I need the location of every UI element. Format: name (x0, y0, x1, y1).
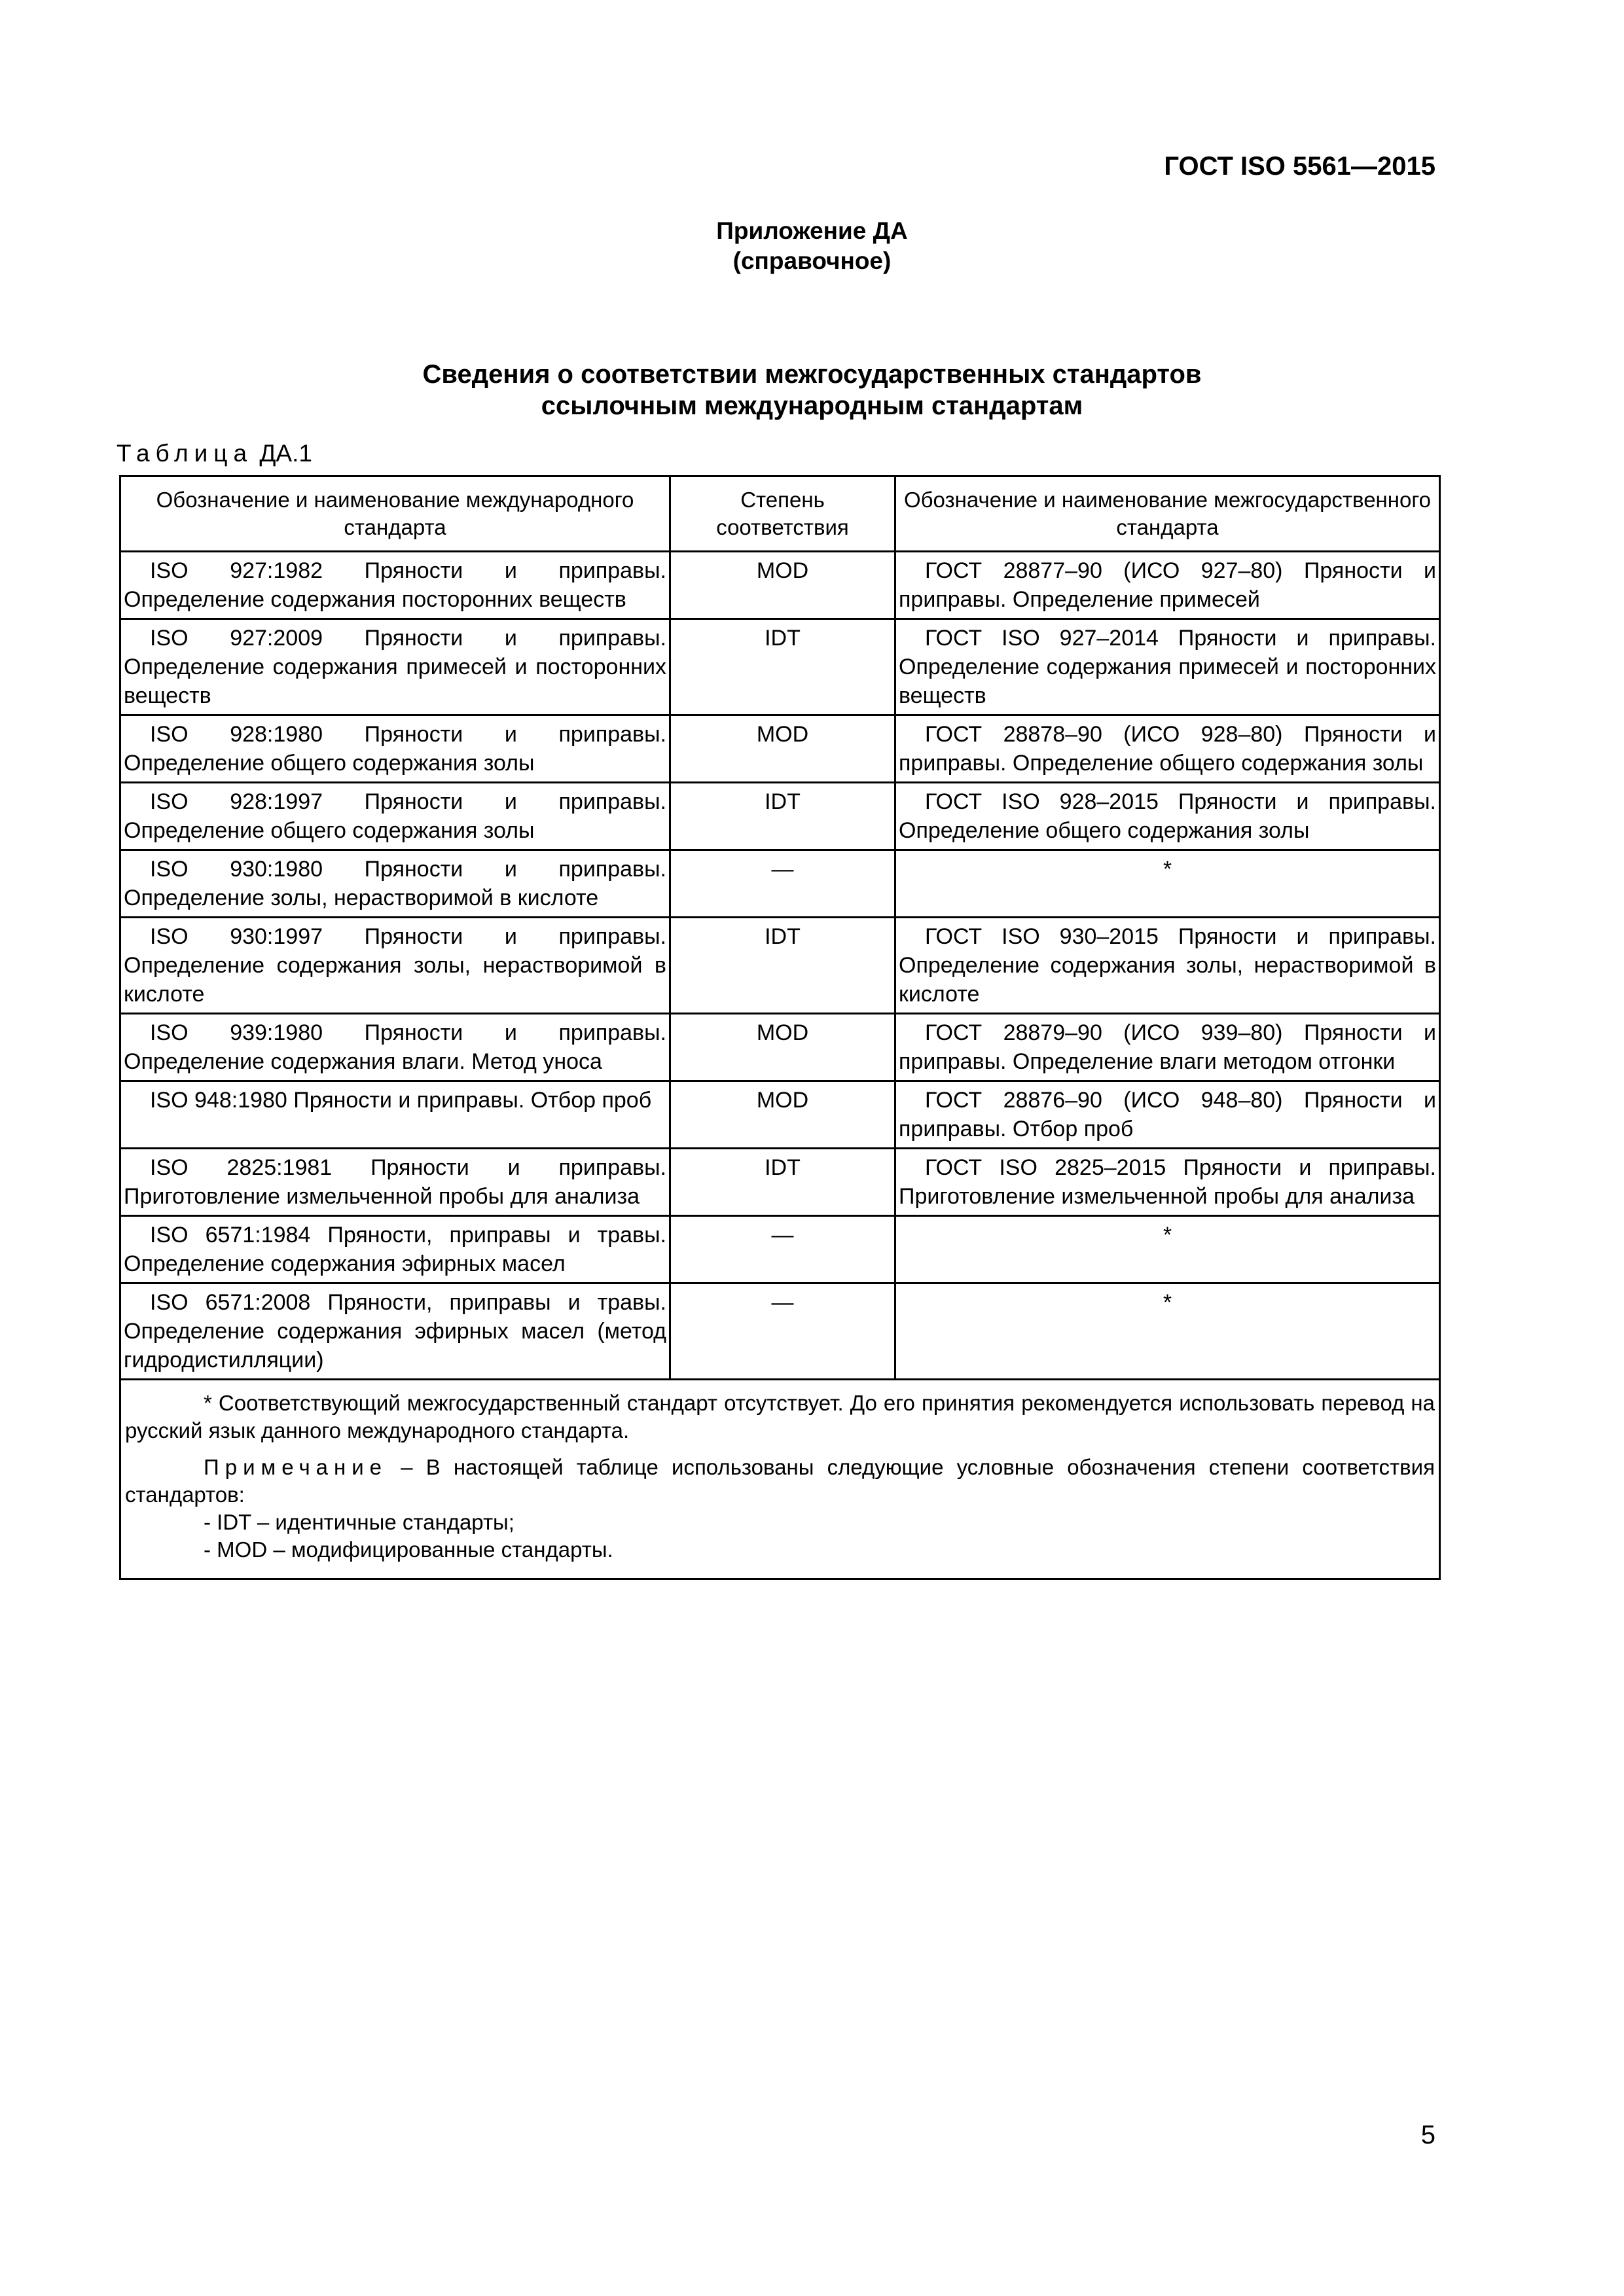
cell-international: ISO 930:1997 Пряности и приправы. Определение содержания золы, нерастворимой в кислоте (120, 918, 670, 1014)
table-footnote: * Соответствующий межгосударственный стандарт отсутствует. До его принятия рекомендуется использовать перевод на русский язык данного международного стандарта. (125, 1391, 1435, 1443)
table-notes-cell (120, 1380, 1440, 1579)
table-row (120, 783, 1440, 850)
annex-subtitle: (справочное) (732, 247, 892, 274)
cell-international: ISO 927:2009 Пряности и приправы. Определение содержания примесей и посторонних веществ (120, 619, 670, 715)
table-caption (117, 440, 312, 467)
cell-degree: — (670, 850, 895, 918)
table-row (120, 918, 1440, 1014)
correspondence-table (119, 475, 1441, 1580)
annex-heading (0, 216, 1624, 276)
cell-interstate: * (895, 850, 1440, 918)
cell-degree: IDT (670, 1149, 895, 1216)
cell-international: ISO 930:1980 Пряности и приправы. Определение золы, нерастворимой в кислоте (120, 850, 670, 918)
table-header-row (120, 476, 1440, 552)
table-caption-id: ДА.1 (259, 440, 312, 467)
table-caption-label: Таблица (117, 440, 253, 467)
note-text: – В настоящей таблице использованы следующие условные обозначения степени соответствия стандартов: (125, 1455, 1435, 1507)
note-label: Примечание (204, 1455, 388, 1479)
table-note (125, 1454, 1435, 1509)
table-row (120, 850, 1440, 918)
table-row (120, 715, 1440, 783)
section-title (0, 359, 1624, 422)
note-item-mod: - MOD – модифицированные стандарты. (204, 1537, 613, 1562)
header-international-standard: Обозначение и наименование международного стандарта (120, 476, 670, 552)
cell-interstate: ГОСТ 28877–90 (ИСО 927–80) Пряности и приправы. Определение примесей (895, 552, 1440, 619)
cell-degree: MOD (670, 552, 895, 619)
section-title-line-2: ссылочным международным стандартам (541, 391, 1083, 420)
cell-interstate: * (895, 1283, 1440, 1380)
cell-international: ISO 939:1980 Пряности и приправы. Определение содержания влаги. Метод уноса (120, 1014, 670, 1081)
cell-interstate: ГОСТ ISO 927–2014 Пряности и приправы. Определение содержания примесей и посторонних веществ (895, 619, 1440, 715)
cell-international: ISO 928:1997 Пряности и приправы. Определение общего содержания золы (120, 783, 670, 850)
page-number: 5 (1420, 2121, 1435, 2149)
table-row (120, 1283, 1440, 1380)
cell-degree: IDT (670, 783, 895, 850)
section-title-line-1: Сведения о соответствии межгосударственных стандартов (422, 360, 1202, 389)
cell-interstate: ГОСТ 28876–90 (ИСО 948–80) Пряности и приправы. Отбор проб (895, 1081, 1440, 1149)
note-item-idt: - IDT – идентичные стандарты; (204, 1510, 514, 1534)
cell-international: ISO 2825:1981 Пряности и приправы. Приготовление измельченной пробы для анализа (120, 1149, 670, 1216)
table-row (120, 1081, 1440, 1149)
table-row (120, 1216, 1440, 1283)
cell-international: ISO 927:1982 Пряности и приправы. Определение содержания посторонних веществ (120, 552, 670, 619)
cell-degree: MOD (670, 1081, 895, 1149)
cell-interstate: ГОСТ ISO 928–2015 Пряности и приправы. Определение общего содержания золы (895, 783, 1440, 850)
table-row (120, 1149, 1440, 1216)
cell-interstate: ГОСТ ISO 2825–2015 Пряности и приправы. Приготовление измельченной пробы для анализа (895, 1149, 1440, 1216)
cell-international: ISO 948:1980 Пряности и приправы. Отбор проб (120, 1081, 670, 1149)
table-notes-row (120, 1380, 1440, 1579)
cell-international: ISO 928:1980 Пряности и приправы. Определение общего содержания золы (120, 715, 670, 783)
document-code: ГОСТ ISO 5561—2015 (1164, 152, 1435, 181)
annex-title: Приложение ДА (716, 217, 908, 244)
cell-interstate: ГОСТ ISO 930–2015 Пряности и приправы. Определение содержания золы, нерастворимой в кислоте (895, 918, 1440, 1014)
cell-interstate: ГОСТ 28879–90 (ИСО 939–80) Пряности и приправы. Определение влаги методом отгонки (895, 1014, 1440, 1081)
header-degree-of-correspondence: Степень соответствия (670, 476, 895, 552)
cell-degree: MOD (670, 1014, 895, 1081)
table-row (120, 619, 1440, 715)
cell-international: ISO 6571:2008 Пряности, приправы и травы. Определение содержания эфирных масел (метод гидродистилляции) (120, 1283, 670, 1380)
cell-degree: IDT (670, 619, 895, 715)
header-interstate-standard: Обозначение и наименование межгосударственного стандарта (895, 476, 1440, 552)
cell-interstate: ГОСТ 28878–90 (ИСО 928–80) Пряности и приправы. Определение общего содержания золы (895, 715, 1440, 783)
table-row (120, 552, 1440, 619)
cell-degree: MOD (670, 715, 895, 783)
table-row (120, 1014, 1440, 1081)
cell-degree: — (670, 1216, 895, 1283)
cell-degree: — (670, 1283, 895, 1380)
cell-interstate: * (895, 1216, 1440, 1283)
cell-degree: IDT (670, 918, 895, 1014)
cell-international: ISO 6571:1984 Пряности, приправы и травы. Определение содержания эфирных масел (120, 1216, 670, 1283)
